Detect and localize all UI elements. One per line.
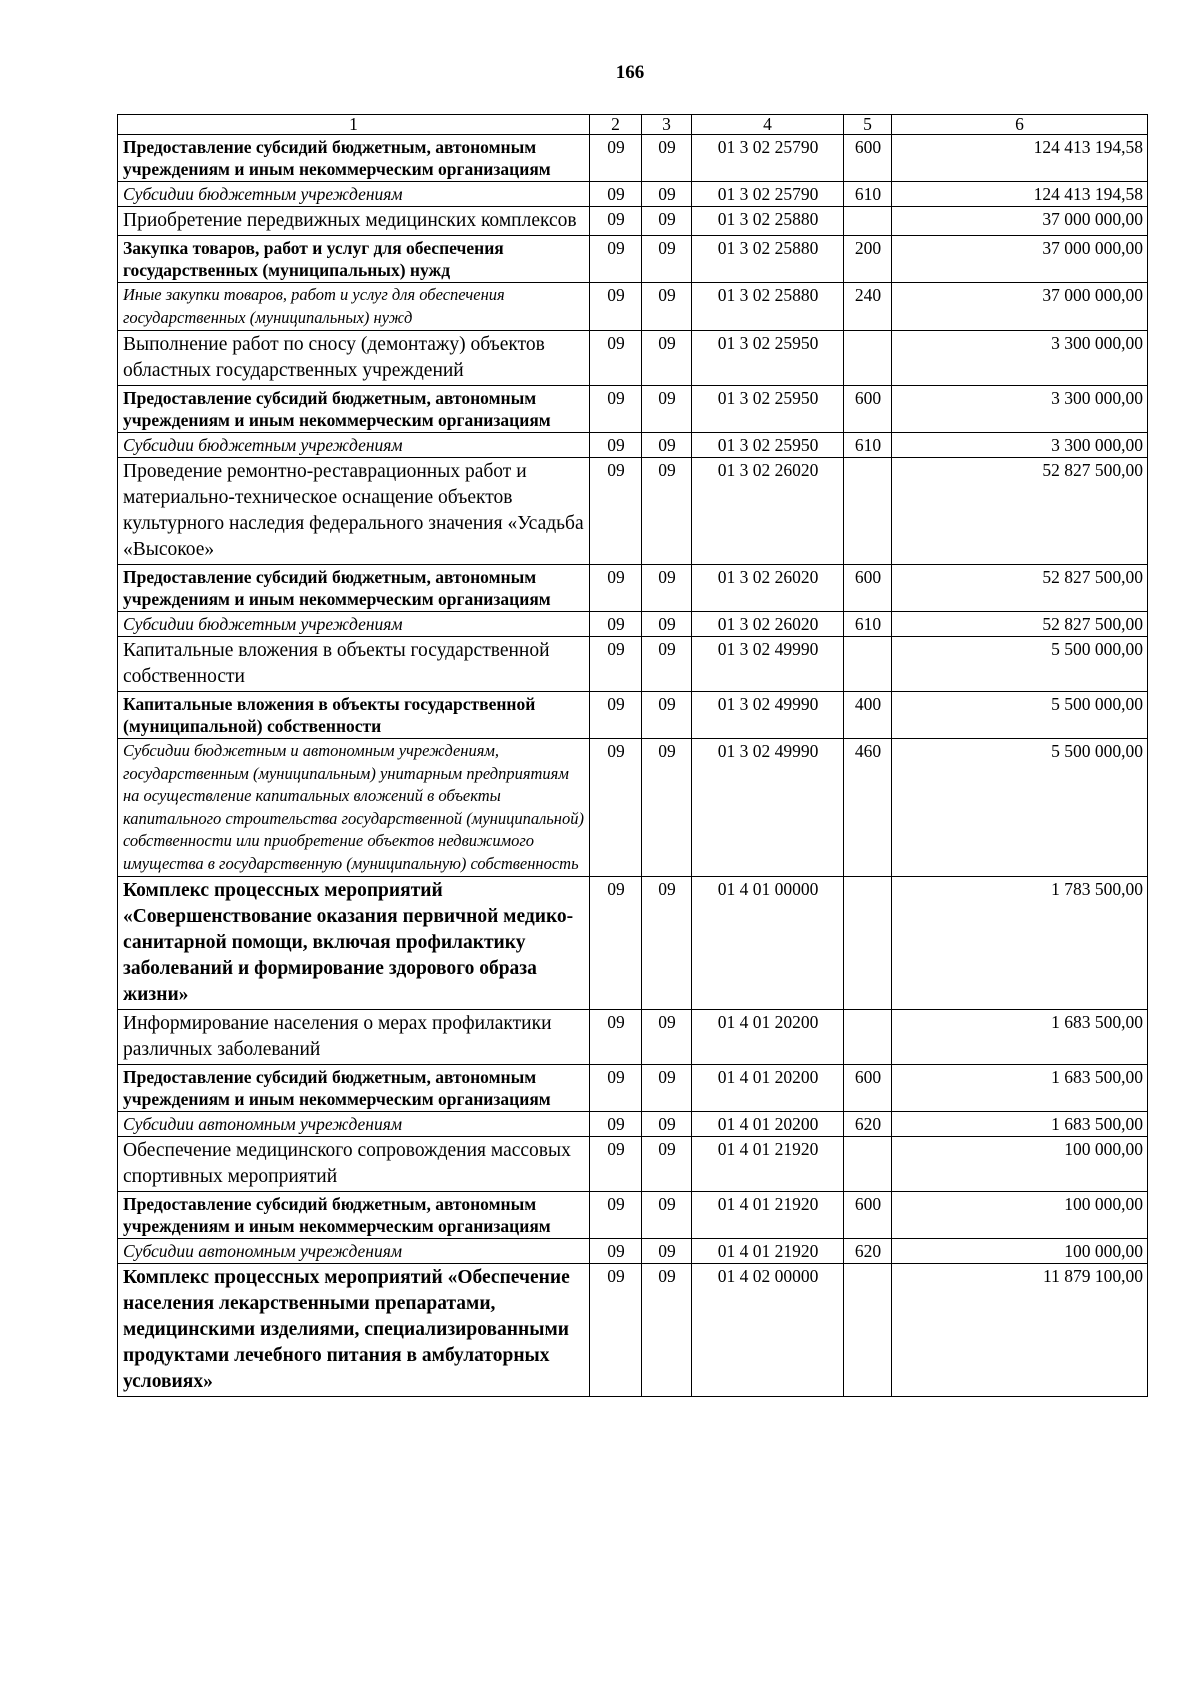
item-name-cell: Предоставление субсидий бюджетным, автономным учреждениям и иным некоммерческим организациям [118, 1192, 590, 1239]
expense-type-code-cell: 600 [844, 1065, 892, 1112]
item-name-cell: Капитальные вложения в объекты государственной (муниципальной) собственности [118, 692, 590, 739]
item-name-cell: Предоставление субсидий бюджетным, автономным учреждениям и иным некоммерческим организациям [118, 386, 590, 433]
expense-type-code-cell: 240 [844, 283, 892, 331]
item-name-cell: Субсидии автономным учреждениям [118, 1239, 590, 1264]
item-name-cell: Комплекс процессных мероприятий «Совершенствование оказания первичной медико-санитарной помощи, включая профилактику заболеваний и формирование здорового образа жизни» [118, 877, 590, 1010]
section-code-cell: 09 [590, 637, 642, 692]
section-code-cell: 09 [590, 135, 642, 182]
subsection-code-cell: 09 [642, 331, 692, 386]
table-row [118, 331, 1148, 386]
amount-cell: 1 683 500,00 [892, 1010, 1148, 1065]
subsection-code-cell: 09 [642, 1065, 692, 1112]
target-article-code-cell: 01 3 02 25880 [692, 207, 844, 236]
budget-table-body [118, 115, 1148, 1397]
subsection-code-cell: 09 [642, 739, 692, 877]
subsection-code-cell: 09 [642, 877, 692, 1010]
expense-type-code-cell: 610 [844, 433, 892, 458]
table-row [118, 283, 1148, 331]
amount-cell: 1 783 500,00 [892, 877, 1148, 1010]
section-code-cell: 09 [590, 1137, 642, 1192]
subsection-code-cell: 09 [642, 565, 692, 612]
target-article-code-cell: 01 3 02 49990 [692, 739, 844, 877]
expense-type-code-cell [844, 877, 892, 1010]
subsection-code-cell: 09 [642, 637, 692, 692]
section-code-cell: 09 [590, 565, 642, 612]
subsection-code-cell: 09 [642, 433, 692, 458]
amount-cell: 3 300 000,00 [892, 331, 1148, 386]
section-code-cell: 09 [590, 386, 642, 433]
expense-type-code-cell: 400 [844, 692, 892, 739]
table-row [118, 1112, 1148, 1137]
section-code-cell: 09 [590, 207, 642, 236]
target-article-code-cell: 01 3 02 49990 [692, 692, 844, 739]
amount-cell: 100 000,00 [892, 1137, 1148, 1192]
target-article-code-cell: 01 3 02 49990 [692, 637, 844, 692]
table-row [118, 877, 1148, 1010]
item-name-cell: Предоставление субсидий бюджетным, автономным учреждениям и иным некоммерческим организациям [118, 565, 590, 612]
subsection-code-cell: 09 [642, 458, 692, 565]
expense-type-code-cell [844, 331, 892, 386]
target-article-code-cell: 01 4 02 00000 [692, 1264, 844, 1397]
subsection-code-cell: 09 [642, 386, 692, 433]
table-row [118, 692, 1148, 739]
table-row [118, 207, 1148, 236]
item-name-cell: Комплекс процессных мероприятий «Обеспечение населения лекарственными препаратами, медицинскими изделиями, специализированными продуктами лечебного питания в амбулаторных условиях» [118, 1264, 590, 1397]
table-row [118, 1010, 1148, 1065]
amount-cell: 124 413 194,58 [892, 182, 1148, 207]
section-code-cell: 09 [590, 1264, 642, 1397]
target-article-code-cell: 01 3 02 25880 [692, 236, 844, 283]
target-article-code-cell: 01 3 02 26020 [692, 565, 844, 612]
expense-type-code-cell: 460 [844, 739, 892, 877]
target-article-code-cell: 01 4 01 21920 [692, 1192, 844, 1239]
item-name-cell: Обеспечение медицинского сопровождения массовых спортивных мероприятий [118, 1137, 590, 1192]
amount-cell: 37 000 000,00 [892, 207, 1148, 236]
header-cell: 5 [844, 115, 892, 135]
item-name-cell: Капитальные вложения в объекты государственной собственности [118, 637, 590, 692]
table-row [118, 1239, 1148, 1264]
target-article-code-cell: 01 3 02 25790 [692, 135, 844, 182]
subsection-code-cell: 09 [642, 1192, 692, 1239]
amount-cell: 100 000,00 [892, 1239, 1148, 1264]
subsection-code-cell: 09 [642, 1137, 692, 1192]
expense-type-code-cell [844, 1010, 892, 1065]
target-article-code-cell: 01 3 02 25950 [692, 433, 844, 458]
target-article-code-cell: 01 3 02 26020 [692, 612, 844, 637]
target-article-code-cell: 01 3 02 25950 [692, 331, 844, 386]
amount-cell: 100 000,00 [892, 1192, 1148, 1239]
amount-cell: 124 413 194,58 [892, 135, 1148, 182]
amount-cell: 37 000 000,00 [892, 236, 1148, 283]
item-name-cell: Субсидии автономным учреждениям [118, 1112, 590, 1137]
expense-type-code-cell: 600 [844, 386, 892, 433]
amount-cell: 52 827 500,00 [892, 458, 1148, 565]
amount-cell: 3 300 000,00 [892, 386, 1148, 433]
target-article-code-cell: 01 4 01 00000 [692, 877, 844, 1010]
table-row [118, 1065, 1148, 1112]
subsection-code-cell: 09 [642, 135, 692, 182]
item-name-cell: Выполнение работ по сносу (демонтажу) объектов областных государственных учреждений [118, 331, 590, 386]
header-cell: 6 [892, 115, 1148, 135]
subsection-code-cell: 09 [642, 283, 692, 331]
section-code-cell: 09 [590, 433, 642, 458]
item-name-cell: Приобретение передвижных медицинских комплексов [118, 207, 590, 236]
expense-type-code-cell: 610 [844, 612, 892, 637]
section-code-cell: 09 [590, 1010, 642, 1065]
table-row [118, 637, 1148, 692]
amount-cell: 52 827 500,00 [892, 565, 1148, 612]
section-code-cell: 09 [590, 331, 642, 386]
target-article-code-cell: 01 3 02 25950 [692, 386, 844, 433]
expense-type-code-cell: 620 [844, 1239, 892, 1264]
section-code-cell: 09 [590, 692, 642, 739]
subsection-code-cell: 09 [642, 182, 692, 207]
section-code-cell: 09 [590, 236, 642, 283]
section-code-cell: 09 [590, 458, 642, 565]
subsection-code-cell: 09 [642, 236, 692, 283]
item-name-cell: Предоставление субсидий бюджетным, автономным учреждениям и иным некоммерческим организациям [118, 1065, 590, 1112]
budget-table [117, 114, 1148, 1397]
target-article-code-cell: 01 4 01 20200 [692, 1112, 844, 1137]
amount-cell: 11 879 100,00 [892, 1264, 1148, 1397]
subsection-code-cell: 09 [642, 692, 692, 739]
target-article-code-cell: 01 3 02 25790 [692, 182, 844, 207]
expense-type-code-cell [844, 207, 892, 236]
item-name-cell: Субсидии бюджетным учреждениям [118, 612, 590, 637]
section-code-cell: 09 [590, 612, 642, 637]
target-article-code-cell: 01 3 02 25880 [692, 283, 844, 331]
target-article-code-cell: 01 4 01 20200 [692, 1065, 844, 1112]
item-name-cell: Закупка товаров, работ и услуг для обеспечения государственных (муниципальных) нужд [118, 236, 590, 283]
item-name-cell: Субсидии бюджетным и автономным учреждениям, государственным (муниципальным) унитарным предприятиям на осуществление капитальных вложений в объекты капитального строительства государственной (муниципальной) собственности или приобретение объектов недвижимого имущества в государственную (муниципальную) собственность [118, 739, 590, 877]
expense-type-code-cell: 600 [844, 135, 892, 182]
section-code-cell: 09 [590, 1065, 642, 1112]
subsection-code-cell: 09 [642, 1112, 692, 1137]
subsection-code-cell: 09 [642, 612, 692, 637]
amount-cell: 3 300 000,00 [892, 433, 1148, 458]
header-row [118, 115, 1148, 135]
expense-type-code-cell [844, 458, 892, 565]
target-article-code-cell: 01 3 02 26020 [692, 458, 844, 565]
header-cell: 1 [118, 115, 590, 135]
table-row [118, 386, 1148, 433]
expense-type-code-cell: 600 [844, 565, 892, 612]
table-row [118, 433, 1148, 458]
expense-type-code-cell [844, 1264, 892, 1397]
table-row [118, 1192, 1148, 1239]
section-code-cell: 09 [590, 1192, 642, 1239]
item-name-cell: Предоставление субсидий бюджетным, автономным учреждениям и иным некоммерческим организациям [118, 135, 590, 182]
target-article-code-cell: 01 4 01 20200 [692, 1010, 844, 1065]
amount-cell: 1 683 500,00 [892, 1065, 1148, 1112]
expense-type-code-cell: 610 [844, 182, 892, 207]
amount-cell: 5 500 000,00 [892, 637, 1148, 692]
header-cell: 3 [642, 115, 692, 135]
header-cell: 2 [590, 115, 642, 135]
item-name-cell: Проведение ремонтно-реставрационных работ и материально-техническое оснащение объектов культурного наследия федерального значения «Усадьба «Высокое» [118, 458, 590, 565]
table-row [118, 739, 1148, 877]
amount-cell: 37 000 000,00 [892, 283, 1148, 331]
table-row [118, 612, 1148, 637]
subsection-code-cell: 09 [642, 1010, 692, 1065]
expense-type-code-cell [844, 1137, 892, 1192]
table-row [118, 135, 1148, 182]
table-row [118, 182, 1148, 207]
section-code-cell: 09 [590, 283, 642, 331]
expense-type-code-cell: 620 [844, 1112, 892, 1137]
amount-cell: 52 827 500,00 [892, 612, 1148, 637]
header-cell: 4 [692, 115, 844, 135]
table-row [118, 565, 1148, 612]
section-code-cell: 09 [590, 182, 642, 207]
subsection-code-cell: 09 [642, 1239, 692, 1264]
page-number: 166 [615, 62, 645, 83]
item-name-cell: Субсидии бюджетным учреждениям [118, 182, 590, 207]
table-row [118, 458, 1148, 565]
table-row [118, 1137, 1148, 1192]
target-article-code-cell: 01 4 01 21920 [692, 1239, 844, 1264]
amount-cell: 1 683 500,00 [892, 1112, 1148, 1137]
subsection-code-cell: 09 [642, 1264, 692, 1397]
section-code-cell: 09 [590, 1239, 642, 1264]
amount-cell: 5 500 000,00 [892, 739, 1148, 877]
table-row [118, 1264, 1148, 1397]
section-code-cell: 09 [590, 877, 642, 1010]
table-row [118, 236, 1148, 283]
amount-cell: 5 500 000,00 [892, 692, 1148, 739]
expense-type-code-cell: 600 [844, 1192, 892, 1239]
item-name-cell: Субсидии бюджетным учреждениям [118, 433, 590, 458]
section-code-cell: 09 [590, 1112, 642, 1137]
expense-type-code-cell [844, 637, 892, 692]
expense-type-code-cell: 200 [844, 236, 892, 283]
subsection-code-cell: 09 [642, 207, 692, 236]
target-article-code-cell: 01 4 01 21920 [692, 1137, 844, 1192]
item-name-cell: Информирование населения о мерах профилактики различных заболеваний [118, 1010, 590, 1065]
item-name-cell: Иные закупки товаров, работ и услуг для обеспечения государственных (муниципальных) нужд [118, 283, 590, 331]
section-code-cell: 09 [590, 739, 642, 877]
